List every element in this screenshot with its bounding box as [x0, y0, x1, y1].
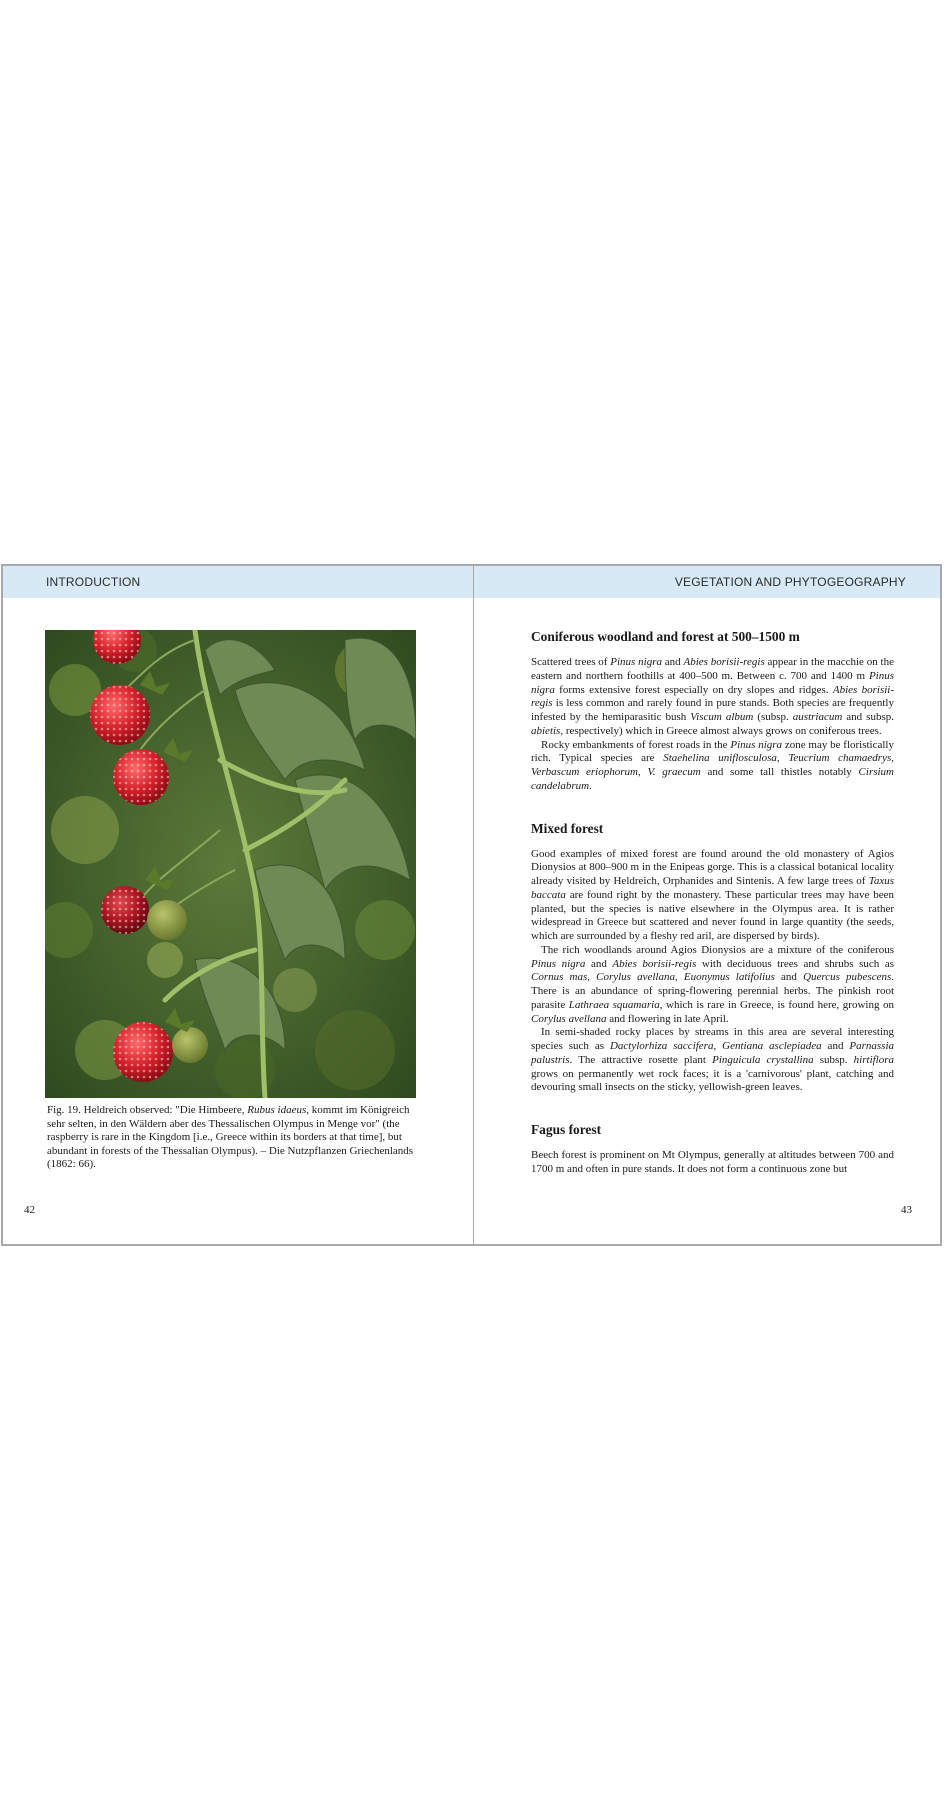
text-run: , [713, 1040, 723, 1052]
text-run: , [587, 971, 597, 984]
species-name: Verbascum eriophorum [531, 766, 638, 778]
text-run: (subsp. [753, 711, 793, 723]
species-name: Pinus nigra [531, 957, 586, 970]
text-run: In semi-shaded rocky places by streams in this area are several interesting species such as [531, 1026, 894, 1052]
raspberry-photo [45, 630, 416, 1098]
species-name: Taxus baccata [531, 875, 894, 901]
paragraph: Beech forest is prominent on Mt Olympus, generally at altitudes between 700 and 1700 m and often in pure stands. It does not form a continuous zone but [531, 1149, 894, 1175]
species-name: Lathraea squamaria [568, 998, 660, 1011]
species-name: Cirsium candelabrum [531, 766, 895, 792]
text-run: is less common and rarely found in pure stands. Both species are frequently infested by the hemiparasitic bush [531, 697, 894, 723]
species-name: Cornus mas [531, 971, 588, 984]
species-name: Staehelina uniflosculosa [663, 752, 777, 765]
text-run: grows on permanently wet rock faces; it is a 'carnivorous' plant, catching and devouring small insects on the sticky, yellowish-green leaves. [531, 1067, 894, 1094]
text-run: , [637, 766, 648, 778]
left-page [3, 566, 474, 1244]
species-name: Abies borisii-regis [612, 957, 697, 970]
species-name: Teucrium chamaedrys [788, 752, 892, 765]
page-number-left: 42 [24, 1204, 35, 1216]
species-name: Pinus nigra [610, 656, 662, 668]
text-run: forms extensive forest especially on dry slopes and ridges. [554, 683, 833, 696]
book-spread [1, 564, 942, 1246]
species-name: Pinus nigra [730, 738, 783, 751]
text-run: , respectively) which in Greece almost always grows on coniferous trees. [560, 724, 882, 737]
caption-text-1: Fig. 19. Heldreich observed: "Die Himbeere, [47, 1104, 248, 1116]
left-page-header [3, 566, 473, 598]
species-name: Viscum album [690, 711, 754, 723]
text-run: , [674, 971, 684, 984]
text-run: The rich woodlands around Agios Dionysios are a mixture of the coniferous [541, 943, 894, 956]
species-name: austriacum [792, 711, 843, 723]
text-run: and subsp. [842, 711, 894, 723]
text-run: , [776, 752, 789, 765]
text-run: and [661, 656, 684, 668]
caption-species: Rubus idaeus [247, 1104, 307, 1116]
text-run: Rocky embankments of forest roads in the [541, 738, 731, 751]
text-run: with deciduous trees and shrubs such as [696, 957, 894, 970]
paragraph [531, 656, 894, 739]
running-head-right: VEGETATION AND PHYTOGEOGRAPHY [674, 575, 906, 589]
text-run: and flowering in late April. [606, 1012, 729, 1025]
right-page [474, 566, 940, 1244]
text-run: . [589, 779, 592, 792]
text-run: and [585, 957, 613, 970]
text-run: . There is an abundance of spring-flowering perennial herbs. The pinkish root parasite [531, 971, 895, 1011]
paragraph [531, 739, 894, 794]
species-name: Pinguicula crystallina [712, 1053, 814, 1066]
text-run: subsp. [813, 1053, 854, 1066]
species-name: Abies borisii-regis [683, 656, 765, 668]
figure-caption [47, 1104, 419, 1172]
species-name: Pinus nigra [531, 669, 894, 696]
text-run: and some tall thistles notably [700, 766, 859, 778]
paragraph [531, 944, 894, 1027]
heading-coniferous: Coniferous woodland and forest at 500–1500 m [531, 629, 800, 644]
species-name: hirtiflora [853, 1053, 895, 1066]
heading-fagus-forest: Fagus forest [531, 1122, 602, 1137]
text-run: Good examples of mixed forest are found around the old monastery of Agios Dionysios at 800–900 m in the Enipeas gorge. This is a classical botanical locality already visited by Heldreich, Orphanides and Sintenis. A few large trees of [531, 847, 894, 887]
text-run: and [821, 1040, 850, 1052]
text-run: appear in the macchie on the eastern and northern foothills at 400–500 m. Between c. 700 and 1400 m [531, 656, 894, 682]
species-name: abietis [531, 724, 561, 737]
text-run: , which is rare in Greece, is found here, growing on [659, 998, 895, 1011]
text-run: . The attractive rosette plant [569, 1053, 713, 1066]
species-name: Corylus avellana [531, 1012, 607, 1025]
species-name: Euonymus latifolius [683, 971, 775, 984]
paragraph [531, 1026, 894, 1095]
text-run: are found right by the monastery. These particular trees may have been planted, but the species is native elsewhere in the Olympus area. It is rather widespread in Greece but scattered and never found in large quantity (the seeds, which are surrounded by a fleshy red aril, are dispersed by birds). [531, 888, 894, 942]
species-name: Corylus avellana [596, 971, 675, 984]
running-head-left: INTRODUCTION [46, 575, 141, 589]
right-page-content [531, 628, 894, 1177]
species-name: Dactylorhiza saccifera [609, 1040, 714, 1052]
species-name: V. graecum [647, 766, 701, 778]
text-run: , [891, 752, 894, 765]
text-run: Scattered trees of [531, 656, 611, 668]
right-page-header [474, 566, 940, 598]
species-name: Gentiana asclepiadea [722, 1040, 822, 1052]
paragraph [531, 848, 894, 944]
text-run: zone may be floristically rich. Typical species are [531, 738, 894, 765]
species-name: Parnassia palustris [531, 1040, 895, 1066]
caption-text-2: , kommt im Königreich sehr selten, in den Wäldern aber des Thessalischen Olympus in Menge vor" (the raspberry is rare in the Kingdom [i.e., Greece within its borders at that time], but abundant in forests of the Thessalian Olympus). – Die Nutzpflanzen Griechenlands (1862: 66). [47, 1104, 414, 1171]
text-run: and [774, 971, 804, 984]
species-name: Abies borisii-regis [531, 683, 895, 710]
page-number-right: 43 [901, 1204, 912, 1216]
species-name: Quercus pubescens [803, 971, 892, 984]
heading-mixed-forest: Mixed forest [531, 820, 604, 836]
